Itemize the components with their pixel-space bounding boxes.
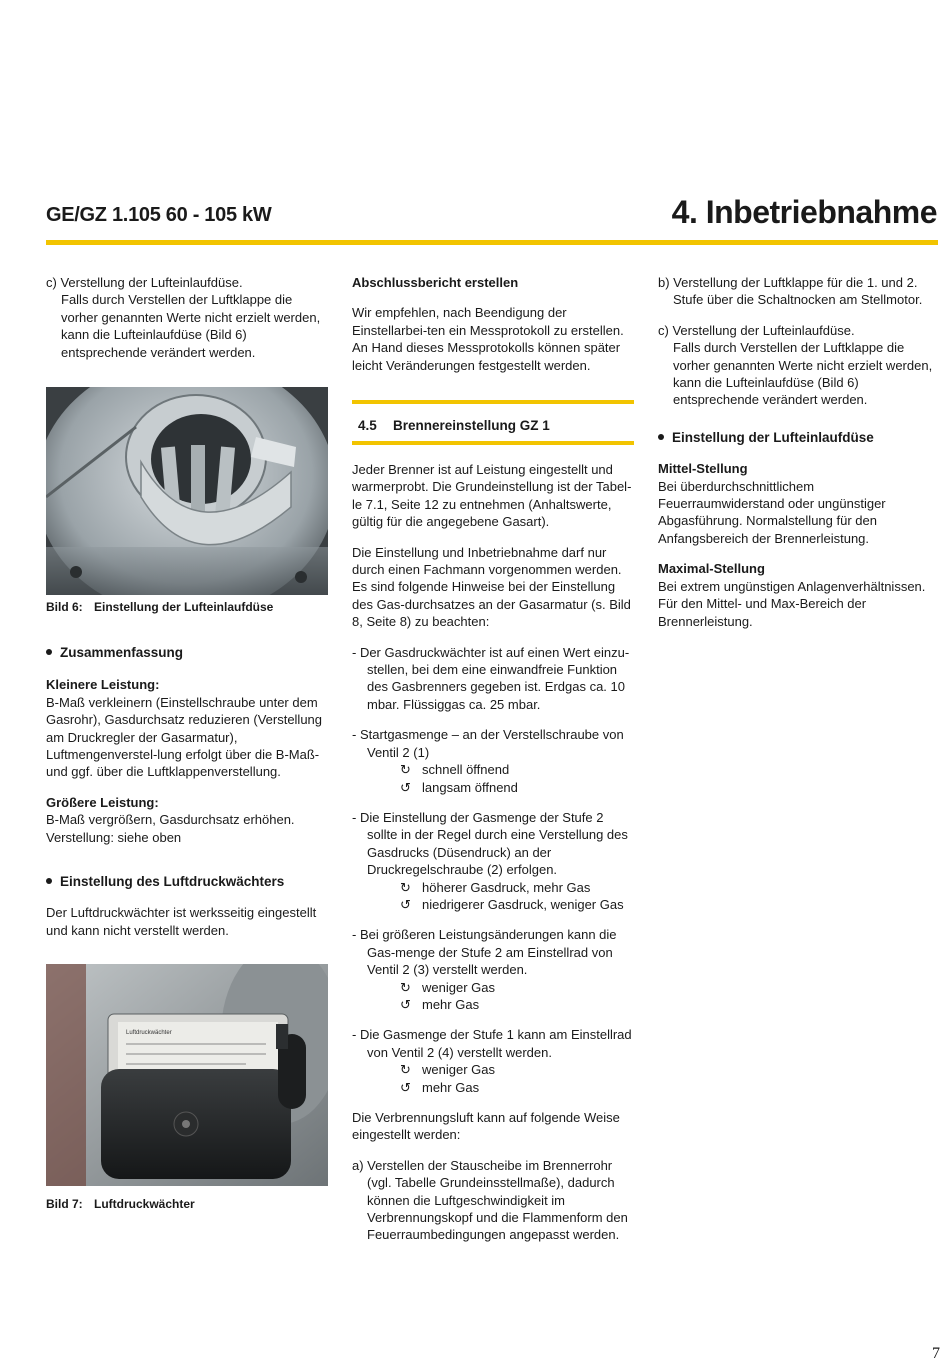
larger-output-text: B-Maß vergrößern, Gasdurchsatz erhöhen. Verstellung: siehe oben: [46, 812, 295, 845]
figure-7-number: Bild 7:: [46, 1197, 83, 1211]
figure-7-title: Luftdruckwächter: [94, 1197, 195, 1211]
clockwise-icon: ↻: [400, 762, 411, 778]
final-report-heading: Abschlussbericht erstellen: [352, 275, 519, 290]
section-title: Brennereinstellung GZ 1: [393, 418, 550, 433]
start-gas-item: - Startgasmenge – an der Verstellschraube von Ventil 2 (1): [352, 727, 624, 760]
figure-6-photo: [46, 387, 328, 595]
counterclockwise-icon: ↺: [400, 896, 411, 912]
figure-6-title: Einstellung der Lufteinlaufdüse: [94, 600, 274, 614]
air-inlet-text: Falls durch Verstellen der Luftklappe die vorher genannten Werte nicht erzielt werden, kann die Lufteinlaufdüse (Bild 6) entsprechende verändert werden.: [61, 292, 321, 360]
section-rule-top: [352, 400, 634, 404]
figure-7-photo: [46, 964, 328, 1186]
pressure-switch-text: Der Luftdruckwächter ist werksseitig eingestellt und kann nicht verstellt werden.: [46, 905, 317, 938]
page-number: 7: [932, 1345, 940, 1362]
burner-settings-paragraph-1: Jeder Brenner ist auf Leistung eingestellt und warmerprobt. Die Grundeinstellung ist der Tabel-le 7.1, Seite 12 zu entnehmen (Anhaltswerte, gültig für die angegebene Gasart).: [352, 462, 632, 530]
stage-2-wheel-option-2: mehr Gas: [422, 996, 480, 1012]
maximum-position-text: Bei extrem ungünstigen Anlagenverhältnissen. Für den Mittel- und Max-Bereich der Brennerleistung.: [658, 578, 926, 629]
summary-heading: Zusammenfassung: [60, 645, 184, 660]
middle-position-text: Bei überdurchschnittlichem Feuerraumwiderstand oder ungünstiger Abgasführung. Normalstellung für den Anfangsbereich der Brennerleistung.: [658, 478, 886, 546]
stage-2-wheel-item: - Bei größeren Leistungsänderungen kann die Gas-menge der Stufe 2 am Einstellrad von Ventil 2 (3) verstellt werden.: [352, 927, 617, 978]
clockwise-icon: ↻: [400, 979, 411, 995]
pressure-switch-heading: Einstellung des Luftdruckwächters: [60, 874, 285, 890]
final-report-text: Wir empfehlen, nach Beendigung der Einstellarbei-ten ein Messprotokoll zu erstellen. An Hand dieses Messprotokolls können später leicht Veränderungen festgestellt werden.: [352, 305, 624, 373]
maximum-position-heading: Maximal-Stellung: [658, 561, 765, 577]
section-rule-bottom: [352, 441, 634, 445]
stage-1-wheel-item: - Die Gasmenge der Stufe 1 kann am Einstellrad von Ventil 2 (4) verstellt werden.: [352, 1027, 632, 1060]
smaller-output-text: B-Maß verkleinern (Einstellschraube unter dem Gasrohr), Gasdurchsatz reduzieren (Verstellung am Druckregler der Gasarmatur), Luftmengenverstel-lung erfolgt über die B-Maß- und ggf. über die Luftklappenverstellung.: [46, 694, 323, 780]
figure-7-caption: [46, 1197, 331, 1211]
counterclockwise-icon: ↺: [400, 996, 411, 1012]
figure-6-number: Bild 6:: [46, 600, 83, 614]
combustion-air-intro: Die Verbrennungsluft kann auf folgende Weise eingestellt werden:: [352, 1110, 620, 1143]
burner-settings-paragraph-2: Die Einstellung und Inbetriebnahme darf nur durch einen Fachmann vorgenommen werden. Es sind folgende Hinweise bei der Einstellung des Gas-durchsatzes an der Gasarmatur (s. Bild 8, Seite 8) zu beachten:: [352, 544, 631, 630]
air-inlet-text-right: Falls durch Verstellen der Luftklappe die vorher genannten Werte nicht erzielt werden, kann die Lufteinlaufdüse (Bild 6) entsprechende verändert werden.: [673, 340, 933, 408]
air-damper-item: b) Verstellung der Luftklappe für die 1. und 2. Stufe über die Schaltnocken am Stellmotor.: [658, 275, 923, 308]
clockwise-icon: ↻: [400, 1062, 411, 1078]
column-right: [658, 274, 943, 630]
document-model-title: GE/GZ 1.105 60 - 105 kW: [46, 204, 272, 226]
figure-6-caption: [46, 600, 331, 614]
stage-2-pressure-option-2: niedrigerer Gasdruck, weniger Gas: [422, 896, 624, 912]
larger-output-heading: Größere Leistung:: [46, 794, 159, 810]
burner-settings-body: [352, 461, 635, 1244]
stage-1-wheel-option-1: weniger Gas: [422, 1062, 495, 1078]
smaller-output-heading: Kleinere Leistung:: [46, 677, 160, 693]
device-label: Luftdruckwächter: [126, 1030, 172, 1036]
bullet-icon: [46, 649, 52, 655]
start-gas-option-1: schnell öffnend: [422, 762, 510, 778]
chapter-title: 4. Inbetriebnahme: [671, 194, 937, 230]
air-inlet-heading: c) Verstellung der Lufteinlaufdüse.: [46, 275, 243, 290]
header-rule: [46, 240, 938, 245]
bullet-icon: [658, 434, 664, 440]
start-gas-option-2: langsam öffnend: [422, 779, 518, 795]
nozzle-setting-heading: Einstellung der Lufteinlaufdüse: [672, 429, 874, 445]
baffle-adjustment-item: a) Verstellen der Stauscheibe im Brennerrohr (vgl. Tabelle Grundeinsstellmaße), dadurch können die Luftgeschwindigkeit im Verbrennungskopf und die Flammenform den Feuerraumbedingungen angepasst werden.: [352, 1157, 628, 1243]
clockwise-icon: ↻: [400, 879, 411, 895]
stage-1-wheel-option-2: mehr Gas: [422, 1079, 480, 1095]
stage-2-pressure-item: - Die Einstellung der Gasmenge der Stufe 2 sollte in der Regel durch eine Verstellung des Gasdrucks (Düsendruck) an der Druckregelschraube (2) erfolgen.: [352, 809, 628, 878]
gas-pressure-switch-item: - Der Gasdruckwächter ist auf einen Wert einzu-stellen, bei dem eine einwandfreie Funktion des Gasbrenners gegeben ist. Erdgas ca. 10 mbar. Flüssiggas ca. 25 mbar.: [352, 644, 630, 712]
air-pressure-switch-image: [46, 964, 328, 1186]
section-number: 4.5: [358, 418, 377, 433]
middle-position-heading: Mittel-Stellung: [658, 461, 748, 477]
air-inlet-heading-right: c) Verstellung der Lufteinlaufdüse.: [658, 322, 855, 338]
stage-2-pressure-option-1: höherer Gasdruck, mehr Gas: [422, 879, 591, 895]
counterclockwise-icon: ↺: [400, 779, 411, 795]
column-middle: [352, 274, 635, 374]
air-inlet-nozzle-image: [46, 387, 328, 595]
bullet-icon: [46, 878, 52, 884]
stage-2-wheel-option-1: weniger Gas: [422, 979, 495, 995]
summary-section: [46, 644, 331, 939]
counterclockwise-icon: ↺: [400, 1079, 411, 1095]
section-4-5-heading: [358, 417, 638, 434]
column-left: [46, 274, 331, 361]
